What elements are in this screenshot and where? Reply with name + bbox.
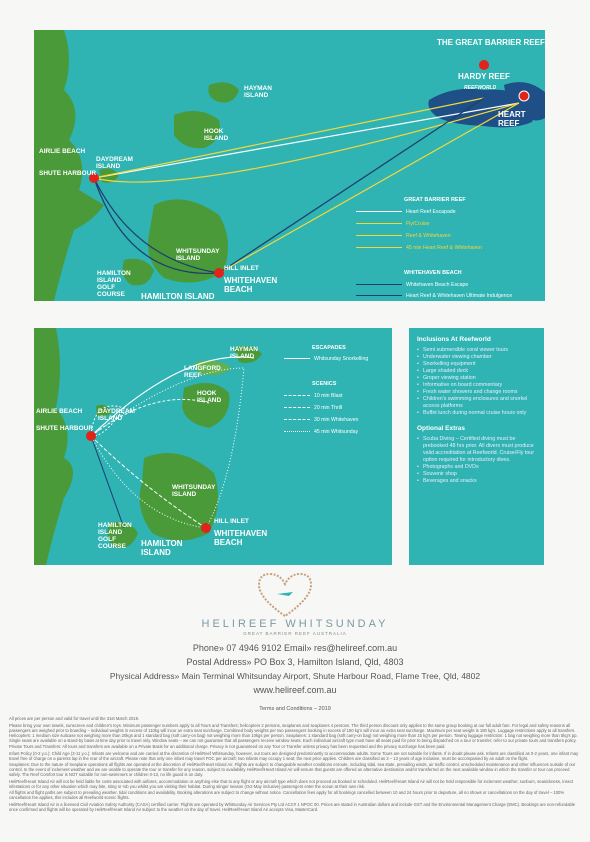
legend-item-45-min: 45 min Whitsunday — [284, 429, 358, 435]
pin-heart-reef — [519, 91, 529, 101]
label-whitehaven-beach: WHITEHAVEN BEACH — [224, 276, 278, 294]
list-item: • Souvenir shop — [417, 471, 539, 478]
legend-item-30-min: 30 min Whitehaven — [284, 417, 358, 423]
legend-swatch — [284, 431, 310, 432]
list-item: • Snorkelling equipment — [417, 361, 539, 368]
pin-hill-inlet — [214, 268, 224, 278]
legend-item-45-min: 45 min Heart Reef & Whitehaven — [356, 245, 482, 251]
list-item: • Children's swimming enclosures and snorkel access platforms — [417, 396, 539, 410]
extras-title: Optional Extras — [417, 425, 466, 432]
label-hamilton-golf-course: HAMILTON ISLAND GOLF COURSE — [98, 522, 132, 550]
label-hayman-island: HAYMAN ISLAND — [244, 85, 272, 99]
list-item: • Beverages and snacks — [417, 478, 539, 485]
label-hayman-island: HAYMAN ISLAND — [230, 346, 258, 360]
legend-item-heart-reef-escapade: Heart Reef Escapade — [356, 209, 456, 215]
legend-swatch — [284, 419, 310, 420]
reefworld-info-panel — [409, 328, 544, 565]
label-airlie-beach: AIRLIE BEACH — [39, 148, 86, 155]
legend-swatch — [284, 407, 310, 408]
label-langford-reef: LANGFORD REEF — [184, 365, 221, 379]
pin-shute-harbour — [86, 431, 96, 441]
contact-physical-address: Physical Address» Main Terminal Whitsunday Airport, Shute Harbour Road, Flame Tree, Qld, 4802 — [109, 671, 481, 681]
mainland-shape — [34, 30, 104, 301]
label-airlie-beach: AIRLIE BEACH — [36, 408, 83, 415]
contact-postal-address: Postal Address» PO Box 3, Hamilton Island, Qld, 4803 — [186, 657, 404, 667]
extras-list — [417, 436, 539, 485]
helireef-logo — [0, 572, 590, 637]
legend-item-20-min: 20 min Thrill — [284, 405, 342, 411]
hayman-island-shape — [208, 82, 239, 102]
terms-paragraph: Infant Policy (0-2 y.o.): Child Age (3-11 y.o.): Infants are welcome and are carried at the discretion of HeliReef Whitsunday, however, our tours are designed predominantly to accommodate adults. Some Tours are not suitable for infants. If in doubt please ask. Infants are classified as 0-2 years, one infant may travel free of charge on a parents lap in the rear of the aircraft. Please note that only one infant may travel FOC per aircraft; two infants may occupy 1 seat; the next price applies. Children are classified as 3 – 13 years of age inclusive, must be accompanied by an adult on the flight. — [9, 750, 579, 761]
pin-hill-inlet — [201, 523, 211, 533]
contact-phone-email: Phone» 07 4946 9102 Email» res@helireef.com.au — [192, 643, 398, 653]
terms-paragraph: All prices are per person and valid for travel until the 31st March 2019. — [9, 716, 140, 721]
terms-paragraph: HeliReef/Heart Island Air will not be held liable for costs associated with airfares, accommodation or anything else that to any flight or any aircraft type which does not proceed as booked or scheduled. HeliReef/Heart Island Air will not be held responsible for inclement weather, sunburn, seasickness, insect infestations or for any other situation which may bite, sting or rob you whilst you are visiting their habitat. During stinger season (Oct-May inclusive) passengers enter the ocean at their own risk. — [9, 778, 574, 789]
terms-paragraph: Please bring your own towels, sunscreen and children's toys. Minimum passenger numbers apply to all Tours and Transfers; helicopters 2 persons, seaplanes and seaplanes 4 persons. The third person discount only applies to the same group booking at our full adult fare. For legal and safety reasons all passengers are weighed prior to boarding – individual weights in excess of 110kg will incur an extra seat surcharge. Combined body weights per two passengers booking in excess of 180 kg's will incur an extra seat surcharge. Maximum per seat weight is 180 kg's. Luggage restrictions apply to all transfers. Helicopters: 1 medium size suitcase not weighing more than 20kgs and 1 standard bag (soft carry-on bag) not weighing more than 10kgs per person. Seaplanes: 1 standard bag (soft carry-on bag) not weighing more than 15 kg's per person. Towing luggage restriction: 1 bag not weighing more than 5kg's pp. Single seats are available on a stand-by basis at time day prior to travel only. Window seats – we can not guarantee that all passengers receive window seats. Each individual aircraft type must have all seats paid for prior to being dispatched on a tour or transfer; refer to our private tours and transfers policy. — [9, 722, 578, 743]
route-fly-cruise — [94, 98, 484, 178]
map-great-barrier-reef — [34, 30, 545, 301]
legend-item-fly-cruise: Fly/Cruise — [356, 221, 429, 227]
map-whitsunday-scenics — [34, 328, 392, 565]
legend-item-ultimate-indulgence: Heart Reef & Whitehaven Ultimate Indulgence — [356, 293, 512, 299]
terms-paragraph: All flights and flight paths are subject to prevailing weather, tidal conditions and availability. Booking alterations are subject to change without notice. Cancellation fees apply for all bookings cancelled between 10 and 24 hours prior to departure, all no shows or cancellations on the day of travel – 100% cancellation fee applies, this includes all Reefworld scenic flights. — [9, 790, 565, 800]
label-hook-island: HOOK ISLAND — [204, 128, 229, 142]
legend-escapades-title: ESCAPADES — [312, 345, 346, 351]
terms-paragraph: Private Tours and Transfers: All tours and transfers are available on a Private Basis for an additional charge. Privacy is not guaranteed on any Tour or Transfer unless privacy has been requested and the privacy surcharge has been paid. — [9, 744, 446, 749]
list-item: • Scuba Diving – Certified diving must be prebooked 48 hrs prior. All divers must produce valid accreditation at Reefworld. Cruise/Fly tour option required for introductory dives. — [417, 436, 539, 464]
label-hook-island: HOOK ISLAND — [197, 390, 222, 404]
label-shute-harbour: SHUTE HARBOUR — [36, 425, 94, 432]
inclusions-list — [417, 347, 539, 417]
website-link[interactable]: www.helireef.com.au — [253, 685, 337, 695]
legend-swatch — [356, 211, 402, 212]
legend-scenics-title: SCENICS — [312, 381, 337, 387]
label-whitsunday-island: WHITSUNDAY ISLAND — [176, 248, 220, 262]
label-hamilton-island: HAMILTON ISLAND — [141, 292, 215, 301]
list-item: • Underwater viewing chamber — [417, 354, 539, 361]
label-whitsunday-island: WHITSUNDAY ISLAND — [172, 484, 216, 498]
legend-item-snorkelling: Whitsunday Snorkelling — [284, 356, 368, 362]
label-daydream-island: DAYDREAM ISLAND — [98, 408, 135, 422]
list-item: • Photographs and DVDs — [417, 464, 539, 471]
legend-item-whitehaven-escape: Whitehaven Beach Escape — [356, 282, 468, 288]
label-hamilton-golf-course: HAMILTON ISLAND GOLF COURSE — [97, 270, 131, 298]
legend-swatch — [356, 247, 402, 248]
legend-swatch — [356, 295, 402, 296]
list-item: • Buffet lunch during normal cruise hours only — [417, 410, 539, 417]
logo-name: HELIREEF WHITSUNDAY — [201, 618, 389, 630]
legend-swatch — [356, 235, 402, 236]
map2-graphic — [34, 328, 392, 565]
terms-paragraph: Seaplanes: Due to the nature of Seaplane operations all flights are operated at the discretion of HeliReef/Heart Island Air. Flights are subject to changeable weather conditions enroute, including tidal, sea state, prevailing winds, air traffic control, unscheduled maintenance and other influences outside of our control. In the event of inclement weather and we are unable to operate the tour or transfer for any reason, subject to availability HeliReef/Heart Island Air will ensure that guests are offered an alternative destination and/or transferred on the next available window in which the transfer or tour can proceed safely. The Reef Comfort tour is NOT suitable for non-swimmers or children 0-13, no life guard is on duty. — [9, 762, 576, 777]
legend-swatch — [284, 395, 310, 396]
label-hill-inlet: HILL INLET — [224, 265, 259, 272]
list-item: • Fresh water showers and change rooms — [417, 389, 539, 396]
legend-wb-title: WHITEHAVEN BEACH — [404, 270, 462, 276]
inclusions-title: Inclusions At Reefworld — [417, 336, 491, 343]
label-hill-inlet: HILL INLET — [214, 518, 249, 525]
label-shute-harbour: SHUTE HARBOUR — [39, 170, 97, 177]
label-hamilton-island: HAMILTON ISLAND — [141, 539, 183, 557]
logo-tagline: GREAT BARRIER REEF AUSTRALIA — [243, 631, 347, 636]
legend-swatch — [356, 284, 402, 285]
legend-item-10-min: 10 min Blast — [284, 393, 343, 399]
pin-hardy-reef — [479, 60, 489, 70]
heart-logo-icon — [255, 572, 315, 618]
legend-gbr-title: GREAT BARRIER REEF — [404, 197, 466, 203]
route-heart-reef-escapade — [94, 103, 519, 178]
label-daydream-island: DAYDREAM ISLAND — [96, 156, 133, 170]
label-great-barrier-reef: THE GREAT BARRIER REEF — [437, 38, 545, 47]
list-item: • Groper viewing station — [417, 375, 539, 382]
route-shute-hamilton — [91, 436, 124, 528]
label-heart-reef: HEART REEF — [498, 110, 526, 128]
legend-swatch — [356, 223, 402, 224]
label-reefworld: REEFWORLD — [464, 85, 497, 91]
terms-body — [9, 716, 581, 838]
legend-item-reef-whitehaven: Reef & Whitehaven — [356, 233, 451, 239]
list-item: • Informative on board commentary — [417, 382, 539, 389]
label-hardy-reef: HARDY REEF — [458, 72, 510, 81]
terms-paragraph: HeliReef/Heart Island Air is a licensed Civil Aviation Safety Authority (CASA) certified carrier. Flights are operated by Whitsunday Air Services Pty Ltd ACC# 1 NPOC 00. Prices are stated in Australian dollars and include GST and the Environmental Management Charge (EMC). Bookings are non-refundable once confirmed and flights will be operated by HeliReef/Heart Island Air subject to the weather on the day of travel. HeliReef/Heart Island Air accepts Visa, MasterCard. — [9, 801, 576, 812]
list-item: • Semi submersible coral viewer tours — [417, 347, 539, 354]
legend-swatch — [284, 358, 310, 359]
label-whitehaven-beach: WHITEHAVEN BEACH — [214, 529, 268, 547]
terms-title: Terms and Conditions – 2019 — [259, 706, 331, 712]
list-item: • Large shaded deck — [417, 368, 539, 375]
mainland-shape — [34, 328, 73, 565]
